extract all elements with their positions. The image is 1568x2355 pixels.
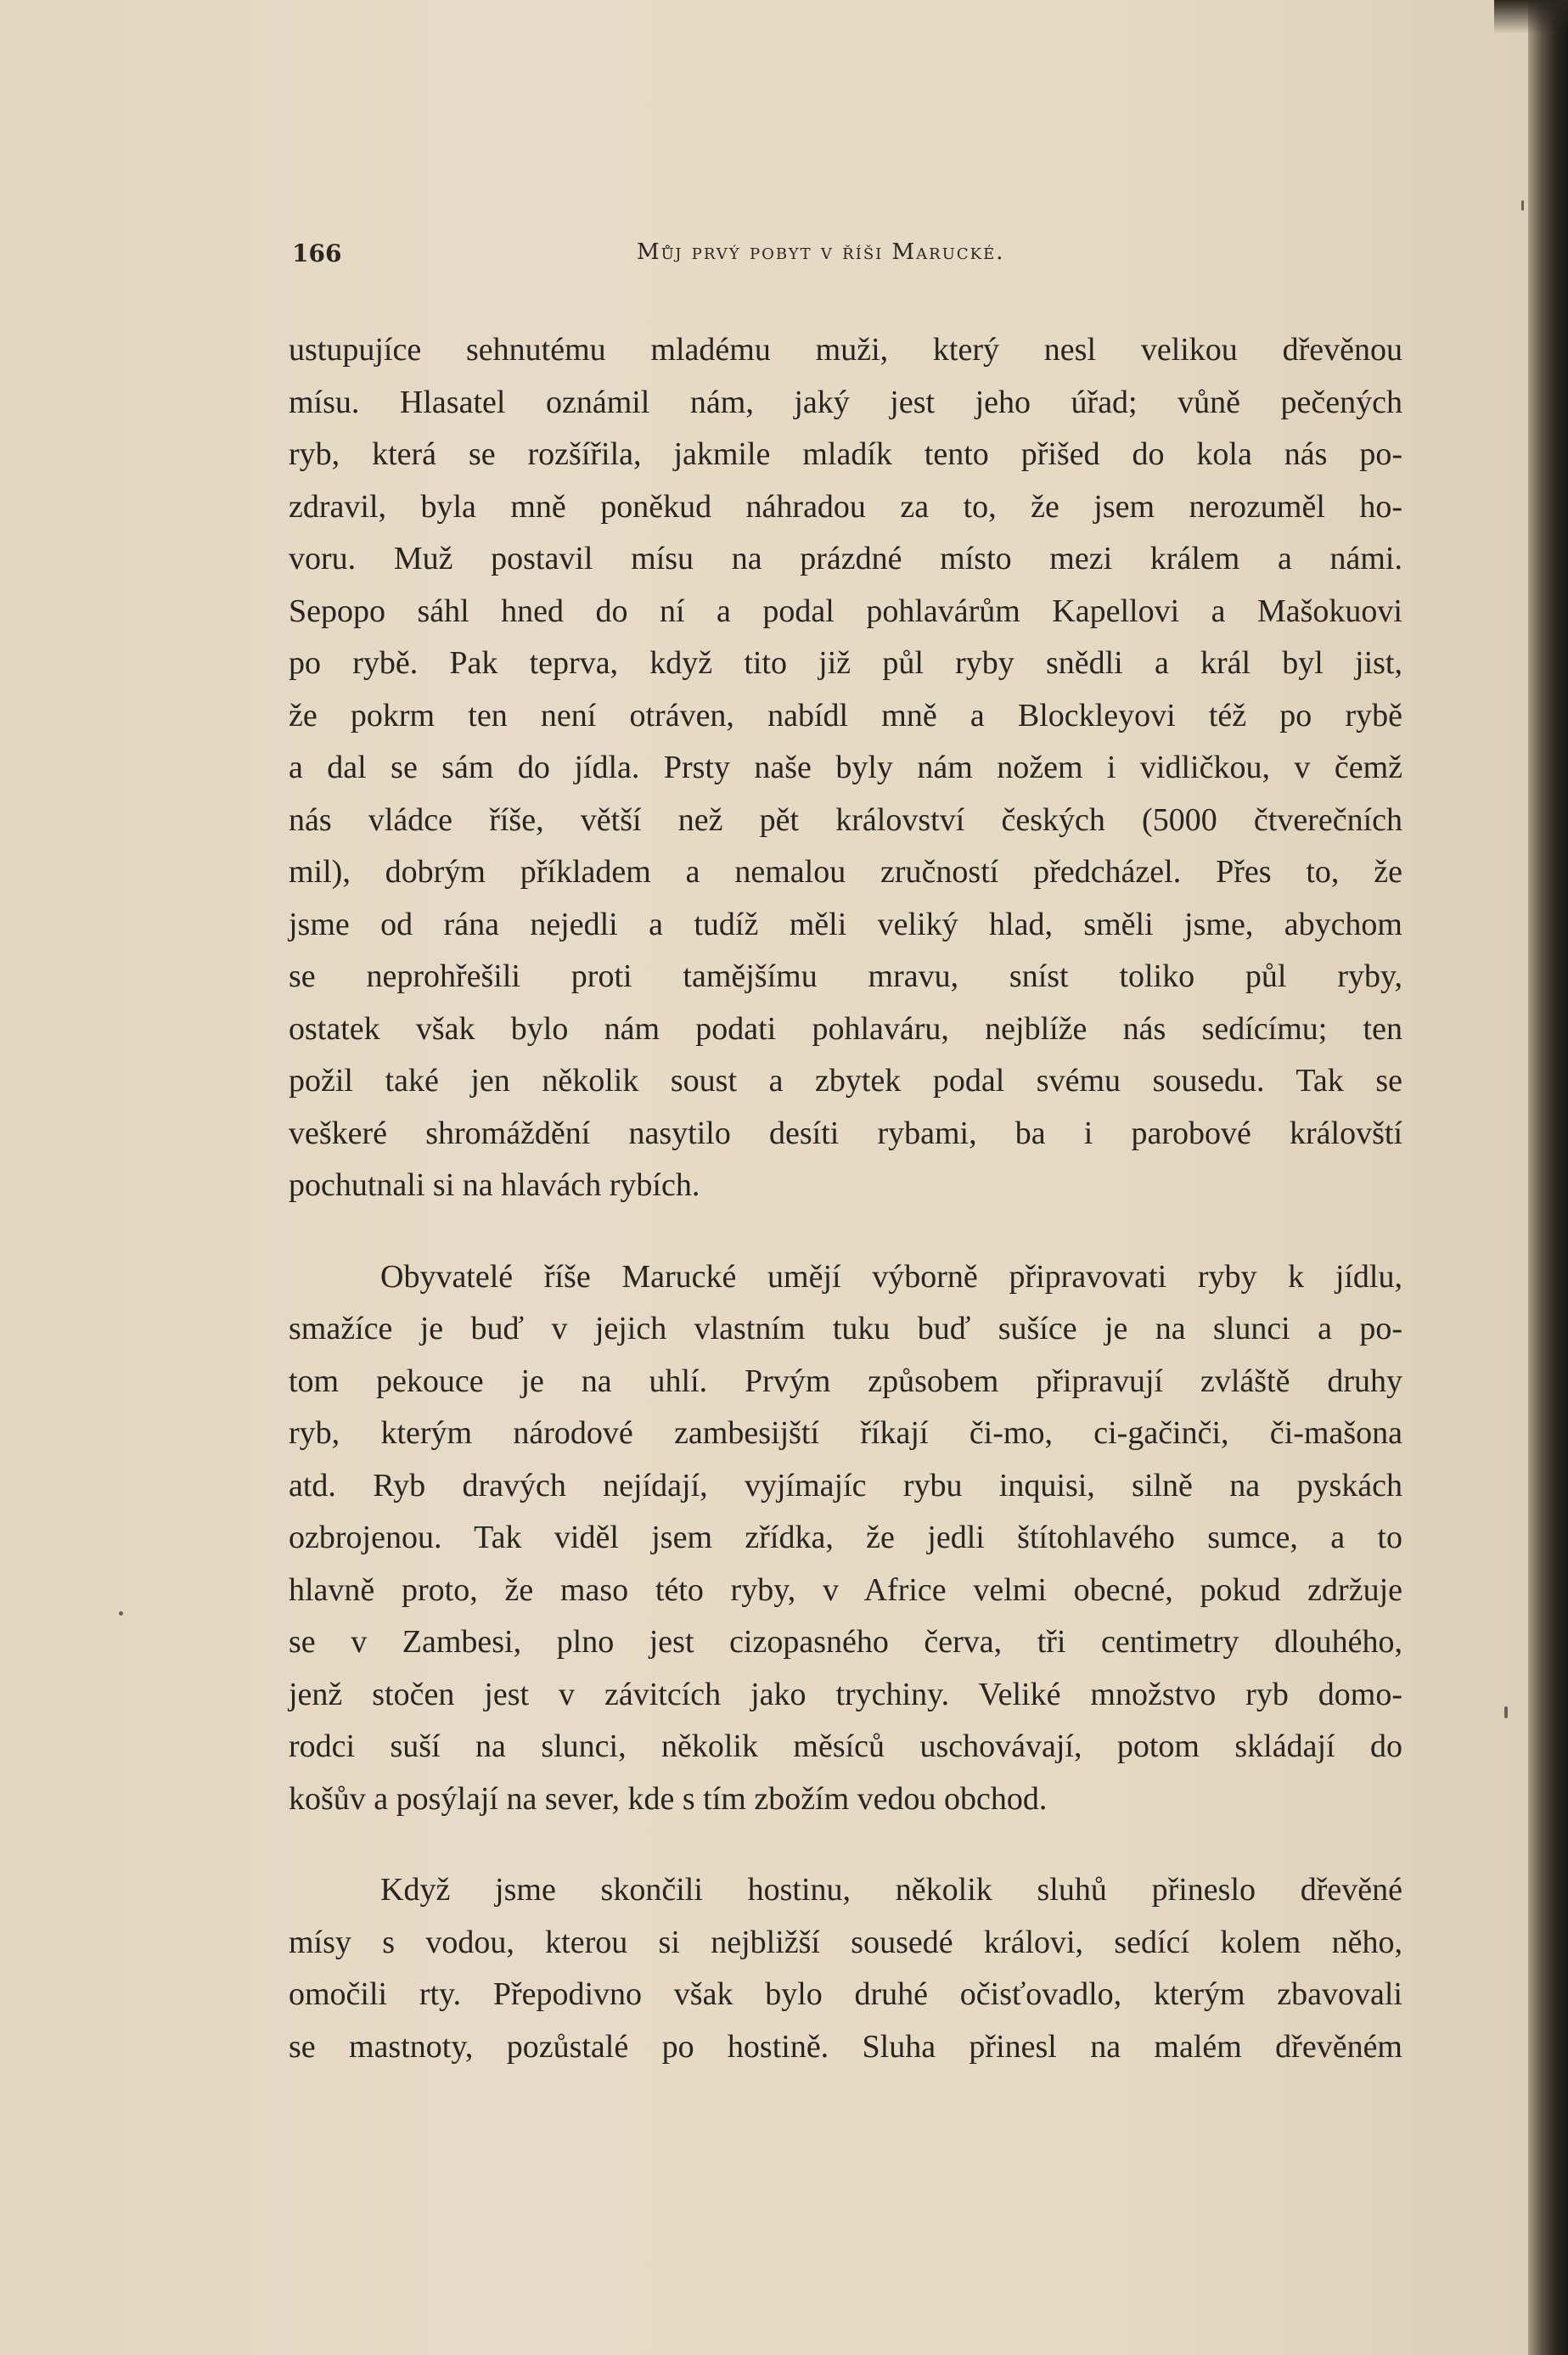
text-line: se neprohřešili proti tamějšímu mravu, sníst toliko půl ryby, <box>289 958 1402 994</box>
text-line: ryb, která se rozšířila, jakmile mladík tento přišed do kola nás po- <box>289 436 1402 472</box>
text-line: Obyvatelé říše Marucké umějí výborně připravovati ryby k jídlu, <box>380 1258 1402 1295</box>
text-line: jenž stočen jest v závitcích jako trychiny. Veliké množstvo ryb domo- <box>289 1676 1402 1712</box>
text-line: mísy s vodou, kterou si nejbližší sousedé královi, sedící kolem něho, <box>289 1924 1402 1960</box>
text-line: Sepopo sáhl hned do ní a podal pohlavárům Kapellovi a Mašokuovi <box>289 593 1402 629</box>
text-line: voru. Muž postavil mísu na prázdné místo mezi králem a námi. <box>289 541 1402 576</box>
text-line: ustupujíce sehnutému mladému muži, který nesl velikou dřevěnou <box>289 332 1402 368</box>
text-line: po rybě. Pak teprva, když tito již půl ryby snědli a král byl jist, <box>289 645 1402 681</box>
page-number: 166 <box>292 239 342 267</box>
paper-speck <box>1504 1706 1508 1718</box>
text-line: se mastnoty, pozůstalé po hostině. Sluha přinesl na malém dřevěném <box>289 2028 1402 2065</box>
text-line: veškeré shromáždění nasytilo desíti rybami, ba i parobové královští <box>289 1115 1402 1151</box>
running-title: Můj prvý pobyt v říši Marucké. <box>637 239 1005 265</box>
page-edge-shadow <box>1528 0 1568 2355</box>
paragraph-spacer <box>289 1212 1402 1251</box>
text-line: zdravil, byla mně poněkud náhradou za to, že jsem nerozuměl ho- <box>289 488 1402 525</box>
page-edge-corner <box>1494 0 1568 34</box>
body-text <box>289 324 1402 2073</box>
text-line: požil také jen několik soust a zbytek podal svému sousedu. Tak se <box>289 1063 1402 1099</box>
text-line: mil), dobrým příkladem a nemalou zručností předcházel. Přes to, že <box>289 854 1402 890</box>
text-line: ryb, kterým národové zambesijští říkají či-mo, ci-gačinči, či-mašona <box>289 1415 1402 1451</box>
paragraph-1 <box>289 324 1402 1212</box>
paragraph-spacer <box>289 1825 1402 1864</box>
text-line: hlavně proto, že maso této ryby, v Africe velmi obecné, pokud zdržuje <box>289 1571 1402 1608</box>
text-line: že pokrm ten není otráven, nabídl mně a Blockleyovi též po rybě <box>289 697 1402 733</box>
text-line: rodci suší na slunci, několik měsíců uschovávají, potom skládají do <box>289 1728 1402 1764</box>
text-line: a dal se sám do jídla. Prsty naše byly nám nožem i vidličkou, v čemž <box>289 750 1402 785</box>
text-line: omočili rty. Přepodivno však bylo druhé očisťovadlo, kterým zbavovali <box>289 1976 1402 2012</box>
text-line: nás vládce říše, větší než pět království českých (5000 čtverečních <box>289 801 1402 838</box>
text-line: mísu. Hlasatel oznámil nám, jaký jest jeho úřad; vůně pečených <box>289 384 1402 420</box>
paper-speck <box>1521 200 1524 211</box>
paragraph-3 <box>289 1864 1402 2073</box>
text-line: ostatek však bylo nám podati pohlaváru, nejblíže nás sedícímu; ten <box>289 1010 1402 1047</box>
text-line: ozbrojenou. Tak viděl jsem zřídka, že jedli štítohlavého sumce, a to <box>289 1520 1402 1555</box>
paragraph-2 <box>289 1251 1402 1826</box>
page-header <box>292 239 1396 273</box>
text-line: Když jsme skončili hostinu, několik sluhů přineslo dřevěné <box>380 1872 1402 1908</box>
text-line: pochutnali si na hlavách rybích. <box>289 1167 700 1203</box>
text-line: tom pekouce je na uhlí. Prvým způsobem připravují zvláště druhy <box>289 1363 1402 1399</box>
text-line: smažíce je buď v jejich vlastním tuku buď sušíce je na slunci a po- <box>289 1311 1402 1346</box>
text-line: jsme od rána nejedli a tudíž měli veliký hlad, směli jsme, abychom <box>289 906 1402 942</box>
text-line: atd. Ryb dravých nejídají, vyjímajíc rybu inquisi, silně na pyskách <box>289 1467 1402 1503</box>
text-line: košův a posýlají na sever, kde s tím zbožím vedou obchod. <box>289 1780 1048 1817</box>
text-line: se v Zambesi, plno jest cizopasného červa, tři centimetry dlouhého, <box>289 1624 1402 1660</box>
paper-speck <box>119 1611 123 1616</box>
